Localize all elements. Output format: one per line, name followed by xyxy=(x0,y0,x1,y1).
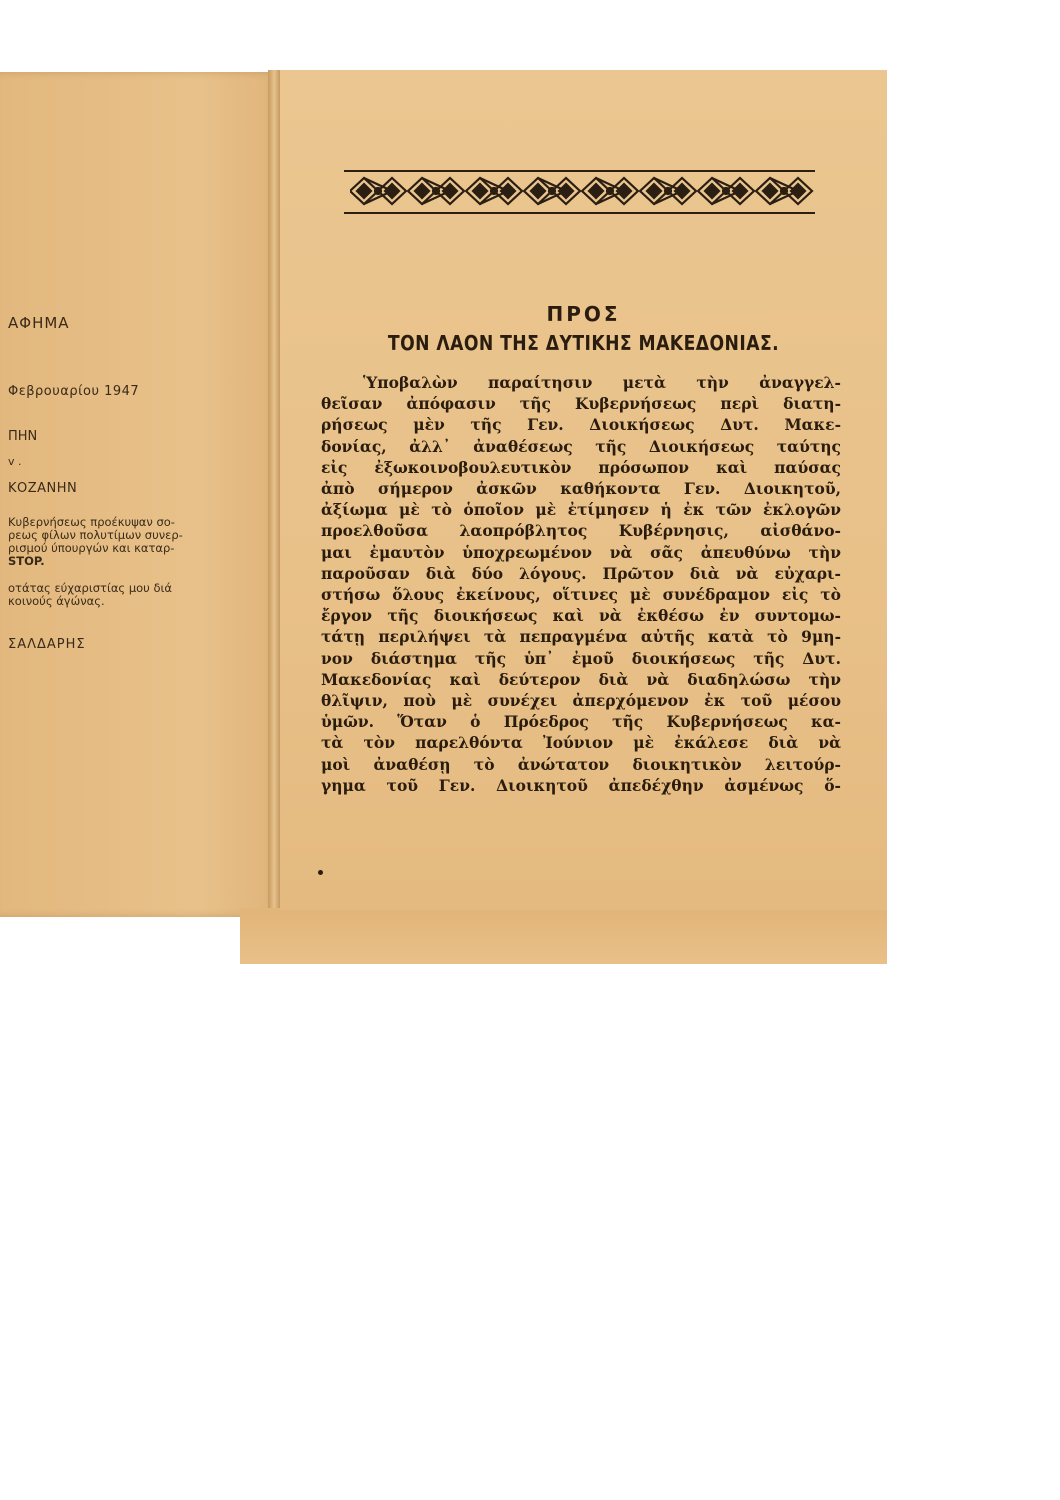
text-line: μοὶ ἀναθέσῃ τὸ ἀνώτατον διοικητικὸν λειτούρ- xyxy=(321,754,841,774)
text-line: Ὑποβαλὼν παραίτησιν μετὰ τὴν ἀναγγελ- xyxy=(363,373,841,392)
text-line: τάτῃ περιλήψει τὰ πεπραγμένα αὐτῆς κατὰ τὸ 9μη- xyxy=(321,627,841,647)
text-line: Μακεδονίας καὶ δεύτερον διὰ νὰ διαδηλώσω τὴν xyxy=(321,669,841,689)
text-line: νον διάστημα τῆς ὑπ᾽ ἐμοῦ διοικήσεως τῆς Δυτ. xyxy=(321,648,841,668)
heading-line-1: ΠΡΟΣ xyxy=(546,302,621,326)
text-line: τὰ τὸν παρελθόντα Ἰούνιον μὲ ἐκάλεσε διὰ νὰ xyxy=(321,733,841,753)
previous-page-fragment xyxy=(0,72,280,917)
text-line: παροῦσαν διὰ δύο λόγους. Πρῶτον διὰ νὰ εὐχαρι- xyxy=(321,563,841,583)
text-line: ἔργον τῆς διοικήσεως καὶ νὰ ἐκθέσω ἐν συντομω- xyxy=(321,606,841,626)
left-date-fragment: Φεβρουαρίου 1947 xyxy=(8,384,140,399)
ornamental-border xyxy=(350,170,815,212)
telegram-stop: STOP. xyxy=(8,554,45,568)
left-city-fragment: ΚΟΖΑΝΗΝ xyxy=(8,481,78,496)
text-line: δονίας, ἀλλ᾽ ἀναθέσεως τῆς Διοικήσεως ταύτης xyxy=(321,436,841,456)
text-line: μαι ἐμαυτὸν ὑποχρεωμένον νὰ σᾶς ἀπευθύνω τὴν xyxy=(321,542,841,562)
text-line: προελθοῦσα λαοπρόβλητος Κυβέρνησις, αἰσθάνο- xyxy=(321,521,841,541)
telegram-line: ρεως φίλων πολυτίμων συνερ- xyxy=(8,528,183,542)
text-line: ἀπὸ σήμερον ἀσκῶν καθήκοντα Γεν. Διοικητοῦ, xyxy=(321,479,841,499)
left-line-fragment: v . xyxy=(8,455,22,468)
text-line: ρήσεως μὲν τῆς Γεν. Διοικήσεως Δυτ. Μακε- xyxy=(321,415,841,435)
left-line-fragment: ΠΗΝ xyxy=(8,429,38,444)
text-line: θεῖσαν ἀπόφασιν τῆς Κυβερνήσεως περὶ διατη- xyxy=(321,394,841,414)
left-telegram-text xyxy=(8,516,183,568)
text-line: ὑμῶν. Ὅταν ὁ Πρόεδρος τῆς Κυβερνήσεως κα- xyxy=(321,712,841,732)
text-line: θλῖψιν, ποὺ μὲ συνέχει ἀπερχόμενον ἐκ τοῦ μέσου xyxy=(321,691,841,711)
left-signature-fragment: ΣΑΛΔΑΡΗΣ xyxy=(8,637,86,652)
page-bottom-edge xyxy=(240,908,887,964)
text-line: ἀξίωμα μὲ τὸ ὁποῖον μὲ ἐτίμησεν ἡ ἐκ τῶν ἐκλογῶν xyxy=(321,500,841,520)
telegram-line: ρισμού ύπουργών και καταρ- xyxy=(8,541,175,555)
text-line: γημα τοῦ Γεν. Διοικητοῦ ἀπεδέχθην ἀσμένως ὅ- xyxy=(321,775,841,795)
left-telegram-text-2 xyxy=(8,582,172,608)
text-line: εἰς ἐξωκοινοβουλευτικὸν πρόσωπον καὶ παύσας xyxy=(321,457,841,477)
ornament-rule-bottom xyxy=(344,212,815,214)
telegram-line: Κυβερνήσεως προέκυψαν σο- xyxy=(8,515,175,529)
ink-speck xyxy=(318,870,323,875)
body-text xyxy=(321,372,841,796)
left-title-fragment: ΑΦΗΜΑ xyxy=(8,314,70,332)
main-page xyxy=(280,70,887,910)
telegram-line: οτάτας εύχαριστίας μου διά xyxy=(8,581,172,595)
text-line: στήσω ὅλους ἐκείνους, οἵτινες μὲ συνέδραμον εἰς τὸ xyxy=(321,585,841,605)
heading-line-2: ΤΟΝ ΛΑΟΝ ΤΗΣ ΔΥΤΙΚΗΣ ΜΑΚΕΔΟΝΙΑΣ. xyxy=(387,331,780,355)
telegram-line: κοινούς άγώνας. xyxy=(8,594,105,608)
